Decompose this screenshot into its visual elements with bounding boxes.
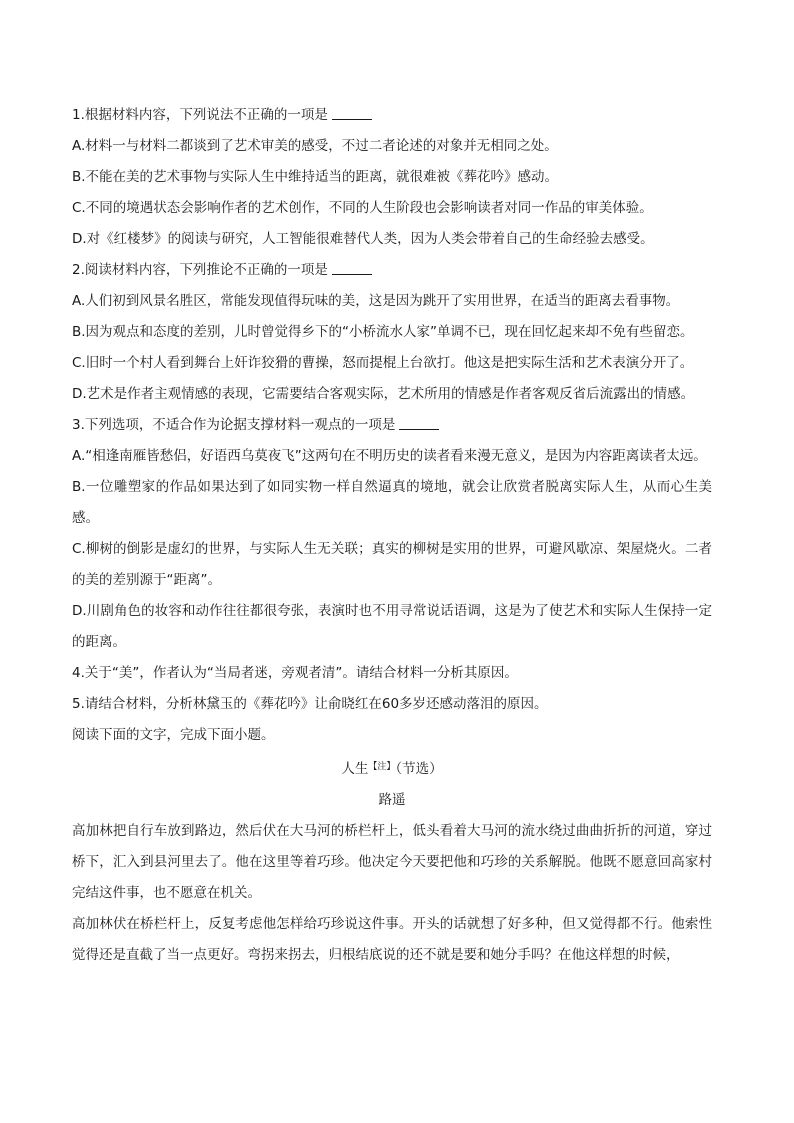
passage-paragraph-2: 高加林伏在桥栏杆上，反复考虑他怎样给巧珍说这件事。开头的话就想了好多种，但又觉得都不行。他索性觉得还是直截了当一点更好。弯拐来拐去，归根结底说的还不就是要和她分手吗？在他这样想的时候， xyxy=(72,916,712,963)
reading-instruction: 阅读下面的文字，完成下面小题。 xyxy=(72,727,275,743)
passage-author: 路遥 xyxy=(378,792,406,808)
question-3-text: 3.下列选项，不适合作为论据支撑材料一观点的一项是 xyxy=(72,417,396,433)
footnote-mark: 【注】 xyxy=(368,762,396,772)
passage-title xyxy=(72,752,712,785)
question-3-option-d: D.川剧角色的妆容和动作往往都很夸张，表演时也不用寻常说话语调，这是为了使艺术和实际人生保持一定的距离。 xyxy=(72,603,712,650)
question-3-option-a: A.“相逢南雁皆愁侣，好语西乌莫夜飞”这两句在不明历史的读者看来漫无意义，是因为内容距离读者太远。 xyxy=(72,448,707,464)
question-1-text: 1.根据材料内容，下列说法不正确的一项是 xyxy=(72,107,328,123)
question-1-option-d: D.对《红楼梦》的阅读与研究，人工智能很难替代人类，因为人类会带着自己的生命经验去感受。 xyxy=(72,231,654,247)
question-1-option-b: B.不能在美的艺术事物与实际人生中维持适当的距离，就很难被《葬花吟》感动。 xyxy=(72,169,559,185)
question-2-text: 2.阅读材料内容，下列推论不正确的一项是 xyxy=(72,262,328,278)
answer-blank xyxy=(332,105,372,120)
question-5: 5.请结合材料，分析林黛玉的《葬花吟》让俞晓红在60多岁还感动落泪的原因。 xyxy=(72,696,548,712)
passage-title-name: 人生 xyxy=(341,761,369,777)
question-2-option-b: B.因为观点和态度的差别，儿时曾觉得乡下的“小桥流水人家”单调不已，现在回忆起来却不免有些留恋。 xyxy=(72,324,694,340)
question-1-option-a: A.材料一与材料二都谈到了艺术审美的感受，不过二者论述的对象并无相同之处。 xyxy=(72,138,558,154)
question-3-option-b: B.一位雕塑家的作品如果达到了如同实物一样自然逼真的境地，就会让欣赏者脱离实际人生，从而心生美感。 xyxy=(72,479,712,526)
answer-blank xyxy=(399,415,439,430)
question-4: 4.关于“美”，作者认为“当局者迷，旁观者清”。请结合材料一分析其原因。 xyxy=(72,665,518,681)
passage-paragraph-1: 高加林把自行车放到路边，然后伏在大马河的桥栏杆上，低头看着大马河的流水绕过曲曲折折的河道，穿过桥下，汇入到县河里去了。他在这里等着巧珍。他决定今天要把他和巧珍的关系解脱。他既不愿意回高家村完结这件事，也不愿意在机关。 xyxy=(72,823,712,901)
passage-title-suffix: （节选） xyxy=(395,761,443,777)
document-page xyxy=(72,100,712,971)
question-1-option-c: C.不同的境遇状态会影响作者的艺术创作，不同的人生阶段也会影响读者对同一作品的审美体验。 xyxy=(72,200,653,216)
question-1-stem xyxy=(72,100,712,131)
question-2-option-c: C.旧时一个村人看到舞台上奸诈狡猾的曹操，怒而提棍上台欲打。他这是把实际生活和艺术表演分开了。 xyxy=(72,355,694,371)
question-3-option-c: C.柳树的倒影是虚幻的世界，与实际人生无关联；真实的柳树是实用的世界，可避风歇凉、架屋烧火。二者的美的差别源于“距离”。 xyxy=(72,541,712,588)
question-3-stem xyxy=(72,410,712,441)
question-2-option-d: D.艺术是作者主观情感的表现，它需要结合客观实际，艺术所用的情感是作者客观反省后流露出的情感。 xyxy=(72,386,695,402)
question-2-stem xyxy=(72,255,712,286)
question-2-option-a: A.人们初到风景名胜区，常能发现值得玩味的美，这是因为跳开了实用世界，在适当的距离去看事物。 xyxy=(72,293,680,309)
answer-blank xyxy=(332,260,372,275)
